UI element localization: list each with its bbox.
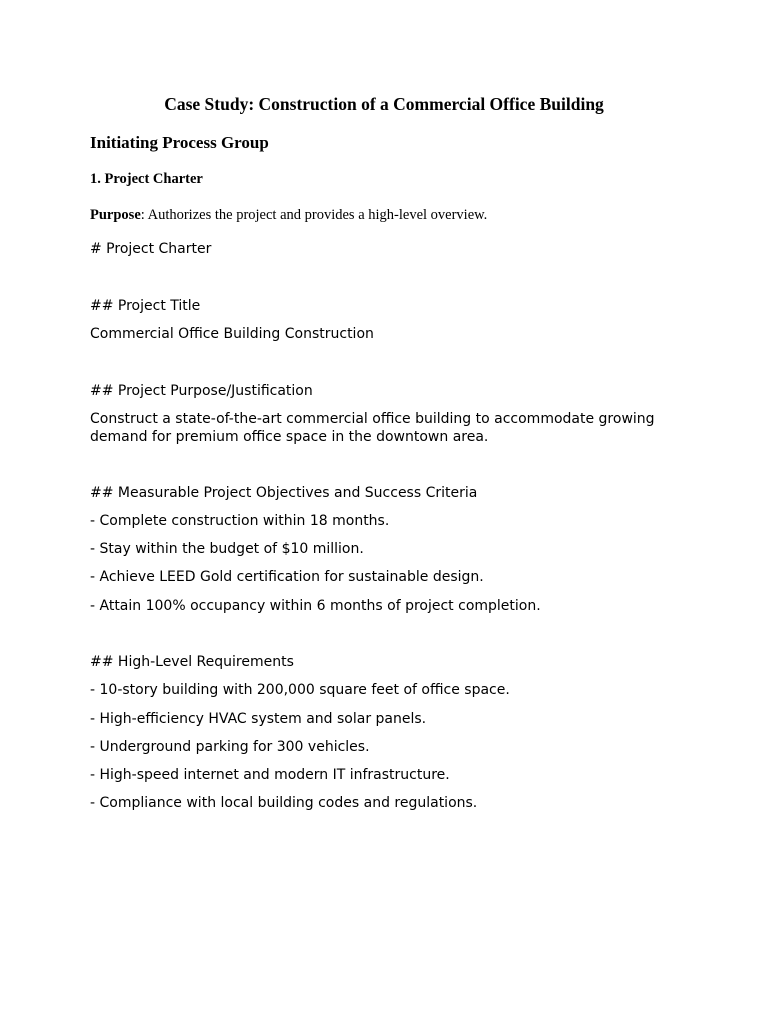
objective-item: - Stay within the budget of $10 million. <box>90 541 364 557</box>
requirement-item: - 10-story building with 200,000 square feet of office space. <box>90 682 510 698</box>
purpose-text: : Authorizes the project and provides a high-level overview. <box>140 207 488 223</box>
requirement-item: - Underground parking for 300 vehicles. <box>90 739 370 755</box>
project-title-value: Commercial Office Building Construction <box>90 326 374 342</box>
charter-heading: # Project Charter <box>90 241 212 257</box>
requirements-heading: ## High-Level Requirements <box>90 654 294 670</box>
justification-text: Construct a state-of-the-art commercial office building to accommodate growing demand for premium office space in the downtown area. <box>90 411 655 445</box>
subsection-heading: 1. Project Charter <box>90 171 203 187</box>
requirement-item: - High-speed internet and modern IT infrastructure. <box>90 767 450 783</box>
requirement-item: - Compliance with local building codes and regulations. <box>90 795 478 811</box>
objective-item: - Achieve LEED Gold certification for sustainable design. <box>90 569 484 585</box>
purpose-label: Purpose <box>90 207 141 223</box>
project-title-heading: ## Project Title <box>90 298 201 314</box>
purpose-paragraph <box>90 206 487 224</box>
section-heading: Initiating Process Group <box>90 133 269 152</box>
objective-item: - Complete construction within 18 months. <box>90 513 390 529</box>
objectives-heading: ## Measurable Project Objectives and Success Criteria <box>90 485 478 501</box>
requirement-item: - High-efficiency HVAC system and solar panels. <box>90 711 427 727</box>
objective-item: - Attain 100% occupancy within 6 months of project completion. <box>90 598 541 614</box>
justification-heading: ## Project Purpose/Justification <box>90 383 313 399</box>
document-title: Case Study: Construction of a Commercial Office Building <box>164 94 604 114</box>
